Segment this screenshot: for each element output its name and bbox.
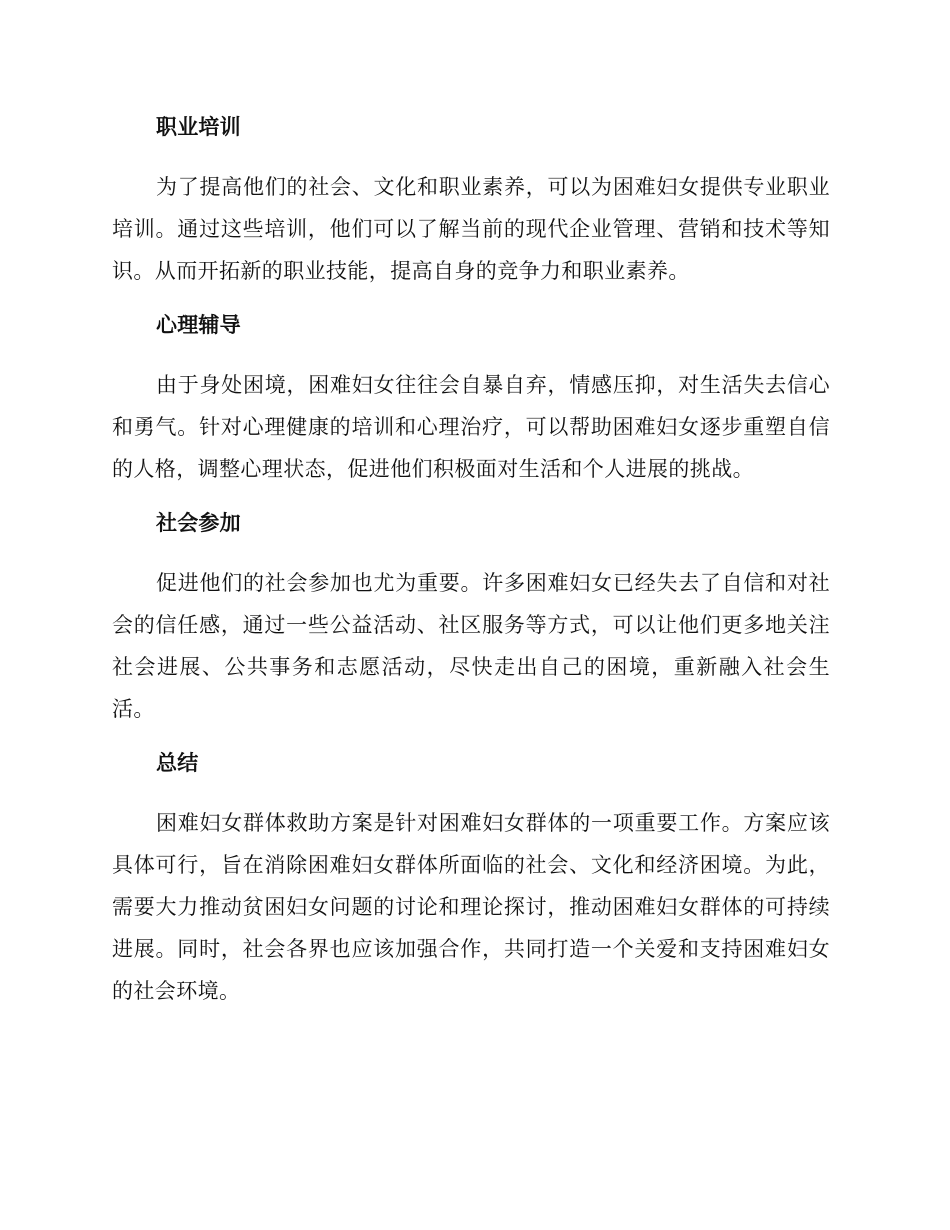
section-heading: 心理辅导 [156,313,241,337]
section-vocational-training [112,108,830,292]
section-psychological-counseling [112,306,830,490]
section-social-participation [112,504,830,730]
section-heading: 总结 [156,751,199,775]
section-heading: 社会参加 [156,511,241,535]
section-paragraph: 为了提高他们的社会、文化和职业素养，可以为困难妇女提供专业职业培训。通过这些培训，他们可以了解当前的现代企业管理、营销和技术等知识。从而开拓新的职业技能，提高自身的竞争力和职业素养。 [112,175,830,283]
section-heading: 职业培训 [156,115,241,139]
section-paragraph: 促进他们的社会参加也尤为重要。许多困难妇女已经失去了自信和对社会的信任感，通过一些公益活动、社区服务等方式，可以让他们更多地关注社会进展、公共事务和志愿活动，尽快走出自己的困境，重新融入社会生活。 [112,571,830,721]
section-paragraph: 由于身处困境，困难妇女往往会自暴自弃，情感压抑，对生活失去信心和勇气。针对心理健康的培训和心理治疗，可以帮助困难妇女逐步重塑自信的人格，调整心理状态，促进他们积极面对生活和个人进展的挑战。 [112,373,830,481]
section-paragraph: 困难妇女群体救助方案是针对困难妇女群体的一项重要工作。方案应该具体可行，旨在消除困难妇女群体所面临的社会、文化和经济困境。为此，需要大力推动贫困妇女问题的讨论和理论探讨，推动困难妇女群体的可持续进展。同时，社会各界也应该加强合作，共同打造一个关爱和支持困难妇女的社会环境。 [112,811,830,1003]
document-page [112,108,830,1026]
section-summary [112,744,830,1012]
